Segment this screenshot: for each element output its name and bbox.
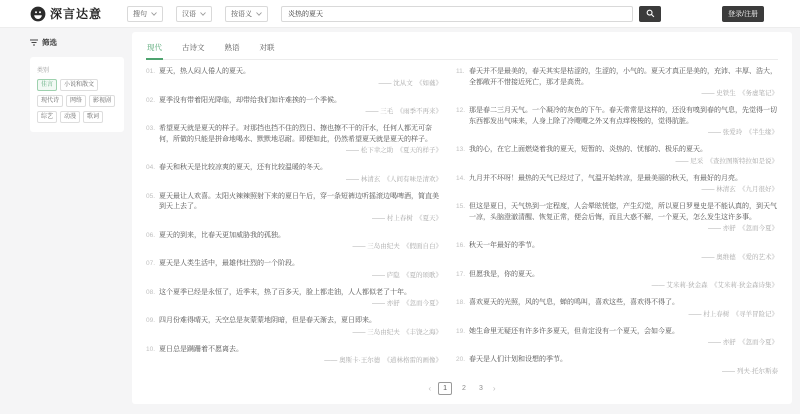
quote-attribution: —— 列夫·托尔斯泰 [722, 367, 778, 375]
quote-body [146, 288, 442, 299]
quote-body [146, 259, 442, 270]
quote-body [146, 67, 442, 78]
quote-attribution: —— 林清玄 《人间有味是清欢》 [345, 175, 442, 183]
language-dropdown[interactable] [176, 6, 212, 22]
tab[interactable]: 对联 [259, 43, 275, 52]
chevron-down-icon [200, 12, 206, 16]
category-tag[interactable]: 网络 [66, 95, 86, 107]
results-panel [132, 32, 792, 404]
dropdown-label: 按语义 [231, 10, 253, 18]
search-input[interactable] [281, 6, 633, 22]
category-tag[interactable]: 现代诗 [37, 95, 63, 107]
quotes-columns [146, 67, 778, 378]
quote-text: 夏天，热人闷人倦人的夏天。 [159, 68, 250, 75]
quote-text: 夏季没有带着阳光降临，却带给我们如许难挨的一个季候。 [159, 96, 341, 104]
quote-item[interactable] [456, 327, 778, 348]
quote-item[interactable] [456, 241, 778, 262]
quote-body [456, 106, 778, 127]
quote-number: 20. [456, 356, 466, 363]
chevron-down-icon [256, 12, 262, 16]
quote-number: 14. [456, 174, 466, 182]
quote-body [456, 67, 778, 88]
quote-item[interactable] [456, 270, 778, 291]
chevron-down-icon [151, 12, 157, 16]
category-tag[interactable]: 佳言 [37, 79, 57, 91]
quote-attribution: —— 张爱玲 《半生缘》 [707, 129, 778, 136]
quote-attribution: —— 三毛 《雨季不再来》 [365, 108, 442, 115]
quote-text: 春天和秋天是比较凉爽的夏天，还有比较温暖的冬天。 [159, 164, 327, 171]
quote-item[interactable] [146, 192, 442, 223]
quote-body [456, 270, 778, 281]
quote-item[interactable] [456, 145, 778, 166]
page-button[interactable]: 1 [438, 382, 452, 395]
quote-body [146, 163, 442, 174]
brand-logo[interactable] [30, 5, 102, 22]
quote-item[interactable] [456, 298, 778, 319]
quote-number: 19. [456, 327, 466, 335]
top-header [0, 0, 800, 28]
category-tag[interactable]: 动漫 [60, 111, 80, 123]
category-tags [37, 79, 117, 123]
quote-body [146, 345, 442, 356]
quote-item[interactable] [146, 96, 442, 117]
quotes-column-left [146, 67, 442, 378]
quote-number: 11. [456, 68, 465, 75]
quote-attribution: —— 沈从文 《如蕤》 [378, 79, 442, 87]
quote-body [456, 145, 778, 156]
quote-text: 她生命里无疑还有许多许多夏天，但肯定没有一个夏天，会如今夏。 [469, 327, 679, 335]
quote-item[interactable] [146, 67, 442, 88]
quote-text: 夏天的到来，比春天更加威胁我的孤独。 [159, 231, 285, 239]
quote-number: 01. [146, 68, 156, 75]
category-tag[interactable]: 综艺 [37, 111, 57, 123]
quote-attribution: —— 史铁生 《务虚笔记》 [701, 90, 778, 97]
quote-item[interactable] [146, 288, 442, 309]
quote-text: 秋天一年最好的季节。 [469, 242, 539, 249]
quote-text: 春天是人们计划和设想的季节。 [469, 356, 567, 363]
quote-number: 08. [146, 288, 156, 296]
category-tag[interactable]: 影视剧 [89, 95, 115, 107]
quote-body [146, 192, 442, 213]
quote-attribution: —— 尼采 《查拉图斯特拉如是说》 [675, 157, 778, 165]
quote-item[interactable] [146, 231, 442, 252]
dropdown-label: 汉语 [182, 10, 197, 18]
quote-attribution: —— 奥维德 《爱的艺术》 [701, 253, 778, 261]
page-button[interactable]: 3 [478, 385, 483, 392]
quote-text: 希望夏天就是夏天的样子。对那挡也挡不住的烈日、擦也擦不干的汗水，任何人都无可奈何，所做的只能是拼命地喝水、默默地忍耐。即便如此，仍然希望夏天就是夏天的样子。 [159, 125, 432, 143]
quote-number: 07. [146, 260, 156, 267]
quote-text: 四月份难得晴天，天空总是灰蒙蒙地阴暗，但是春天渐去，夏日即来。 [159, 317, 376, 324]
dropdown-label: 搜句 [133, 10, 148, 18]
quote-number: 09. [146, 317, 156, 324]
login-register-button[interactable]: 登录/注册 [722, 6, 764, 22]
quote-text: 但愿我是，你的夏天。 [469, 270, 539, 278]
logo-icon [30, 6, 46, 22]
quote-text: 这个夏季已经是永恒了，近季末，热了百多天，脸上都走油，人人都似老了十年。 [159, 288, 411, 296]
quote-body [456, 202, 778, 223]
quote-attribution: —— 三岛由纪夫 《假面自白》 [352, 243, 442, 250]
tabs-bar [146, 40, 778, 60]
quote-number: 16. [456, 242, 466, 249]
quote-attribution: —— 三岛由纪夫 《丰饶之海》 [352, 328, 442, 336]
quote-item[interactable] [456, 174, 778, 195]
quote-attribution: —— 松下幸之助 《夏天的样子》 [345, 147, 442, 154]
filter-sidebar [30, 37, 124, 132]
quote-body [456, 174, 778, 185]
category-tag[interactable]: 歌词 [83, 111, 103, 123]
page-next-button[interactable]: › [492, 383, 496, 393]
quote-number: 03. [146, 125, 156, 132]
quote-body [146, 96, 442, 107]
page-prev-button[interactable]: ‹ [428, 383, 432, 393]
pagination [146, 378, 778, 397]
quote-attribution: —— 奥斯卡·王尔德 《道林格雷的画像》 [324, 357, 442, 364]
search-controls [127, 6, 281, 22]
quote-number: 05. [146, 192, 156, 200]
quote-text: 喜欢夏天的光照，风的气息，蝉的鸣叫，喜欢这些，喜欢得不得了。 [469, 299, 679, 306]
quote-body [456, 298, 778, 309]
filter-card [30, 57, 124, 132]
filter-heading [30, 37, 124, 48]
semantic-mode-dropdown[interactable] [225, 6, 268, 22]
quote-item[interactable] [456, 106, 778, 137]
tab[interactable]: 现代 [146, 40, 163, 60]
page-button[interactable]: 2 [462, 385, 466, 392]
quote-item[interactable] [146, 124, 442, 155]
category-tag[interactable]: 小说和散文 [60, 79, 98, 91]
category-label: 类别 [37, 68, 50, 74]
quote-number: 15. [456, 203, 466, 210]
quote-attribution: —— 村上春树 《寻羊冒险记》 [688, 310, 778, 318]
search-button[interactable] [639, 6, 661, 22]
quote-attribution: —— 亦舒 《忽而今夏》 [707, 225, 778, 232]
quote-number: 12. [456, 107, 466, 114]
quote-number: 04. [146, 164, 156, 171]
quote-body [146, 124, 442, 145]
quote-number: 17. [456, 270, 466, 278]
quote-item[interactable] [146, 316, 442, 337]
quote-text: 那是春二三月天气。一个凝冷的灰色的下午。春天常常是这样的，还没有嗅到春的气息，先觉得一切东西都发出气味来，人身上除了冷飕飕之外又有点痒梭梭的，觉得肮脏。 [469, 107, 777, 125]
quote-number: 13. [456, 146, 466, 153]
quote-body [456, 241, 778, 252]
quote-text: 夏天是人类生活中，最雄伟壮烈的一个阶段。 [159, 260, 299, 267]
quote-item[interactable] [456, 355, 778, 376]
quote-text: 夏天最让人欢喜。太阳火辣辣照射下来的夏日午后，穿一条短裤边听摇滚边喝啤酒，简直美到天上去了。 [159, 192, 439, 210]
quote-item[interactable] [456, 202, 778, 233]
quote-text: 夏日总是蹒跚着不愿离去。 [159, 345, 243, 353]
brand-name: 深言达意 [50, 7, 103, 21]
quote-item[interactable] [146, 163, 442, 184]
quote-number: 02. [146, 96, 156, 104]
quote-attribution: —— 亦舒 《忽而今夏》 [707, 339, 778, 346]
filter-title: 筛选 [42, 38, 57, 47]
quote-body [146, 231, 442, 242]
tab[interactable]: 古诗文 [182, 43, 205, 52]
filter-icon [30, 39, 38, 46]
quote-text: 但这是夏日，天气热到一定程度，人会晕眩恍惚，产生幻觉，所以夏日罗曼史是不能认真的，到天气一凉，头脑澄澈清醒、恢复正常，便会后悔，而且大惑不解，一个夏天，怎么发生这许多事。 [469, 203, 777, 221]
quote-item[interactable] [146, 345, 442, 366]
quote-text: 我的心，在它上面燃烧着我的夏天，短暂的、炎热的、忧郁的、极乐的夏天。 [469, 146, 707, 153]
quote-attribution: —— 庐隐 《夏的颂歌》 [371, 271, 442, 279]
quote-body [456, 327, 778, 338]
quote-attribution: —— 林清玄 《九月很好》 [701, 186, 778, 193]
quote-attribution: —— 艾米莉·狄金森 《艾米莉·狄金森诗集》 [651, 282, 778, 289]
quote-number: 06. [146, 231, 156, 239]
search-icon [646, 9, 655, 18]
quote-item[interactable] [456, 67, 778, 98]
quotes-column-right [456, 67, 778, 378]
quote-body [146, 316, 442, 327]
quote-number: 18. [456, 299, 466, 306]
quote-attribution: —— 亦舒 《忽而今夏》 [371, 300, 442, 307]
quote-body [456, 355, 778, 366]
quote-text: 九月并不坏呀！最热的天气已经过了，气温开始转凉，是最美丽的秋天，有最好的月亮。 [469, 174, 742, 182]
quote-item[interactable] [146, 259, 442, 280]
quote-text: 春天并不是最美的，春天其实是枯涩的，生涩的，小气的。夏天才真正是美的，充沛、丰厚、浩大，全都敞开不惜接近死亡，那才是高贵。 [469, 68, 777, 86]
quote-number: 10. [146, 345, 156, 353]
search-type-dropdown[interactable] [127, 6, 163, 22]
quote-attribution: —— 村上春树 《夏天》 [371, 214, 442, 222]
tab[interactable]: 熟语 [224, 43, 240, 52]
